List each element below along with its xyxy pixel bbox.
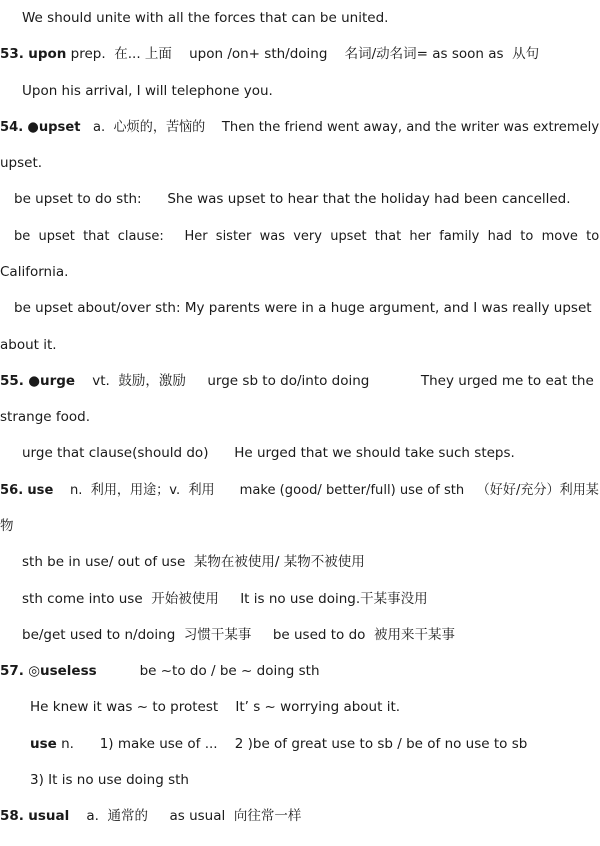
line-text: strange food. (0, 409, 91, 425)
line-text: 物 (0, 518, 14, 534)
line-text: be upset about/over sth: My parents were in a huge argument, and I was really upset (14, 300, 592, 316)
entry-57 (0, 661, 320, 681)
entry-headword: ●urge (28, 373, 76, 389)
text-line (0, 153, 42, 173)
line-text: Upon his arrival, I will telephone you. (22, 83, 273, 99)
text-line (0, 516, 14, 536)
usage-line (30, 770, 189, 790)
entry-headword: ●upset (27, 119, 81, 135)
entry-definition: vt. 鼓励，激励 urge sb to do/into doing They urged me to eat the (75, 373, 594, 389)
line-text: be/get used to n/doing 习惯干某事 be used to do 被用来干某事 (22, 627, 456, 643)
entry-number: 57. (0, 663, 24, 679)
line-text: about it. (0, 337, 57, 353)
line-text: be upset to do sth: She was upset to hear that the holiday had been cancelled. (14, 191, 571, 207)
entry-number: 54. (0, 119, 24, 135)
usage-line (22, 625, 455, 645)
entry-headword: upon (28, 46, 67, 62)
entry-55 (0, 371, 594, 391)
entry-definition: prep. 在... 上面 upon /on+ sth/doing 名词/动名词= as soon as 从句 (66, 46, 540, 62)
text-line (0, 407, 90, 427)
line-text: California. (0, 264, 69, 280)
entry-58 (0, 806, 301, 826)
text-line (0, 335, 57, 355)
example-line (30, 697, 400, 717)
text-line (0, 262, 68, 282)
line-text: 3) It is no use doing sth (30, 772, 189, 788)
entry-definition: a. 通常的 as usual 向往常一样 (69, 808, 302, 824)
line-text: be upset that clause: Her sister was very upset that her family had to move to (14, 228, 600, 244)
entry-54 (0, 117, 599, 137)
entry-headword: use (30, 736, 57, 752)
entry-56 (0, 480, 599, 500)
line-text: sth be in use/ out of use 某物在被使用/ 某物不被使用 (22, 554, 365, 570)
usage-line (14, 298, 592, 318)
entry-number: 56. (0, 482, 24, 498)
usage-line (22, 443, 515, 463)
usage-line (14, 189, 571, 209)
entry-53 (0, 44, 539, 64)
entry-number: 55. (0, 373, 24, 389)
example-line (22, 81, 273, 101)
entry-headword: use (27, 482, 54, 498)
usage-line (14, 226, 599, 246)
entry-definition: n. 1) make use of ... 2 )be of great use to sb / be of no use to sb (56, 736, 528, 752)
usage-line (22, 589, 428, 609)
entry-headword: ◎useless (28, 663, 97, 679)
line-text: urge that clause(should do) He urged that we should take such steps. (22, 445, 515, 461)
usage-line (22, 552, 365, 572)
entry-headword: usual (28, 808, 70, 824)
entry-number: 53. (0, 46, 24, 62)
line-text: We should unite with all the forces that can be united. (22, 10, 389, 26)
entry-definition: be ~to do / be ~ doing sth (96, 663, 320, 679)
text-line (22, 8, 388, 28)
usage-line (30, 734, 527, 754)
line-text: sth come into use 开始被使用 It is no use doing.干某事没用 (22, 591, 428, 607)
line-text: upset. (0, 155, 43, 171)
line-text: He knew it was ~ to protest It’ s ~ worrying about it. (30, 699, 401, 715)
entry-definition: n. 利用，用途；v. 利用 make (good/ better/full) use of sth （好好/充分）利用某 (53, 482, 599, 498)
entry-number: 58. (0, 808, 24, 824)
entry-definition: a. 心烦的，苦恼的 Then the friend went away, and the writer was extremely (80, 119, 600, 135)
